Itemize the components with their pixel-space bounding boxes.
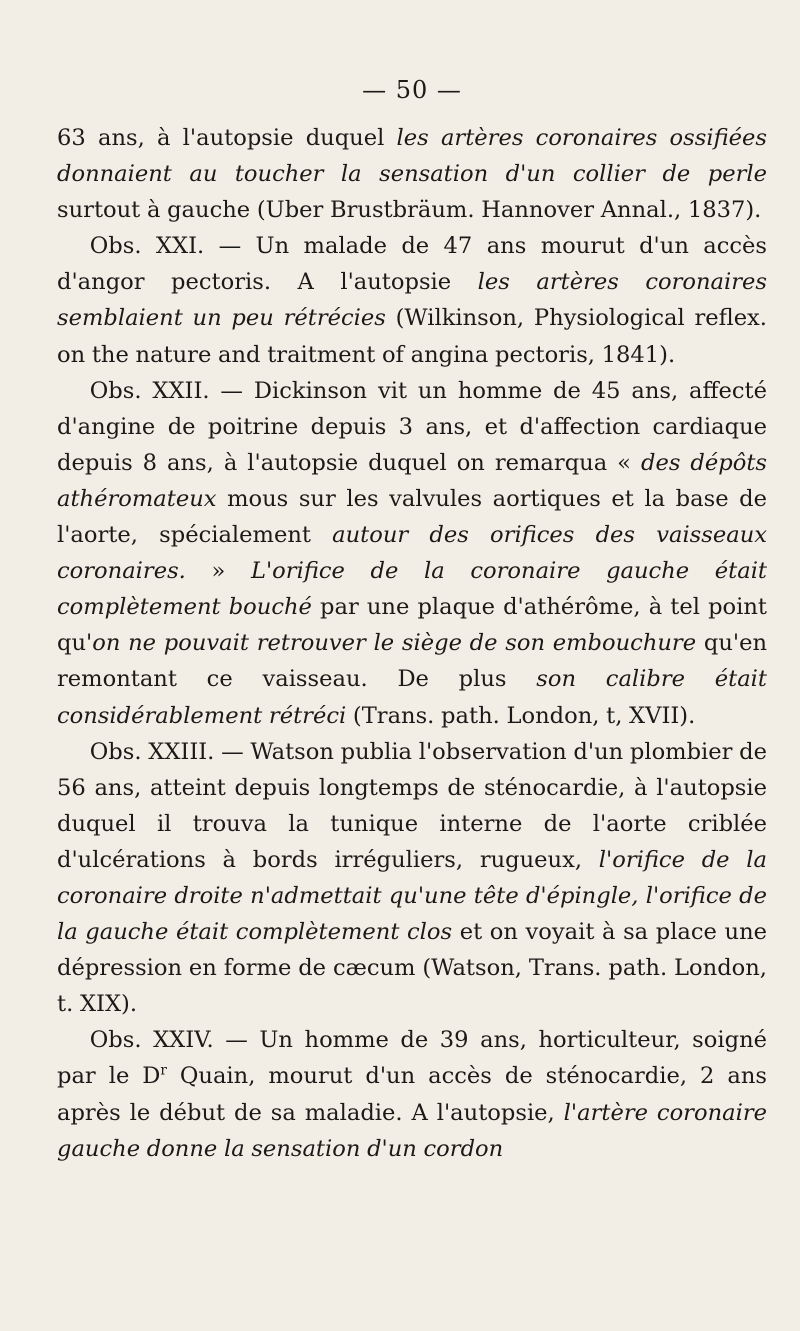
paragraph-p1 [57,120,767,228]
text-run: surtout à gauche (Uber Brustbräum. Hannover Annal., 1837). [57,197,762,224]
italic-run: l'artère coronaire gauche donne la sensation d'un cordon [57,1099,767,1162]
page-number: — 50 — [362,76,462,104]
text-run: Obs. XXI. — Un malade de 47 ans mourut d'un accès d'angor pectoris. A l'autopsie [57,233,767,296]
superscript-run: r [160,1062,167,1079]
body-text [57,120,767,1167]
italic-run: les artères coronaires semblaient un peu rétrécies [57,269,768,332]
text-run: Obs. XXIII. — Watson publia l'observation d'un plombier de 56 ans, atteint depuis longtemps de sténocardie, à l'autopsie duquel il trouva la tunique interne de l'aorte criblée d'ulcérations à bords irréguliers, rugueux, [57,738,767,873]
text-run: » [185,558,251,585]
italic-run: L'orifice de la coronaire gauche était complètement bouché [57,558,767,621]
paragraph-obs-xxiv [57,1022,767,1166]
text-run: Obs. XXII. — Dickinson vit un homme de 45 ans, affecté d'angine de poitrine depuis 3 ans, et d'affection cardiaque depuis 8 ans, à l'autopsie duquel on remarqua « [57,377,767,476]
text-run: et on voyait à sa place une dépression en forme de cæcum (Watson, Trans. path. London, t. XIX). [57,919,768,1018]
text-run: (Wilkinson, Physiological reflex. on the nature and traitment of angina pectoris, 1841). [57,305,767,368]
text-run: Quain, mourut d'un accès de sténocardie, 2 ans après le début de sa maladie. A l'autopsie, [57,1063,767,1126]
italic-run: on ne pouvait retrouver le siège de son embouchure [92,630,697,657]
italic-run: l'orifice de la coronaire droite n'admettait qu'une tête d'épingle, l'orifice de la gauche était complètement clos [57,846,767,946]
text-run: mous sur les valvules aortiques et la base de l'aorte, spécialement [57,485,767,549]
text-run: 63 ans, à l'autopsie duquel [57,125,397,151]
text-run: par une plaque d'athérôme, à tel point qu' [57,594,767,657]
italic-run: son calibre était considérablement rétréci [57,666,767,729]
text-run: qu'en remontant ce vaisseau. De plus [57,630,767,693]
text-run: (Trans. path. London, t, XVII). [346,702,696,729]
paragraph-obs-xxiii [57,734,767,1023]
italic-run: les artères coronaires ossifiées donnaient au toucher la sensation d'un collier de perle [57,125,767,188]
text-run: Obs. XXIV. — Un homme de 39 ans, horticulteur, soigné par le D [57,1027,767,1090]
italic-run: des dépôts athéromateux [57,449,767,512]
paragraph-obs-xxi [57,228,767,372]
italic-run: autour des orifices des vaisseaux coronaires. [57,522,767,585]
paragraph-obs-xxii [57,373,767,734]
